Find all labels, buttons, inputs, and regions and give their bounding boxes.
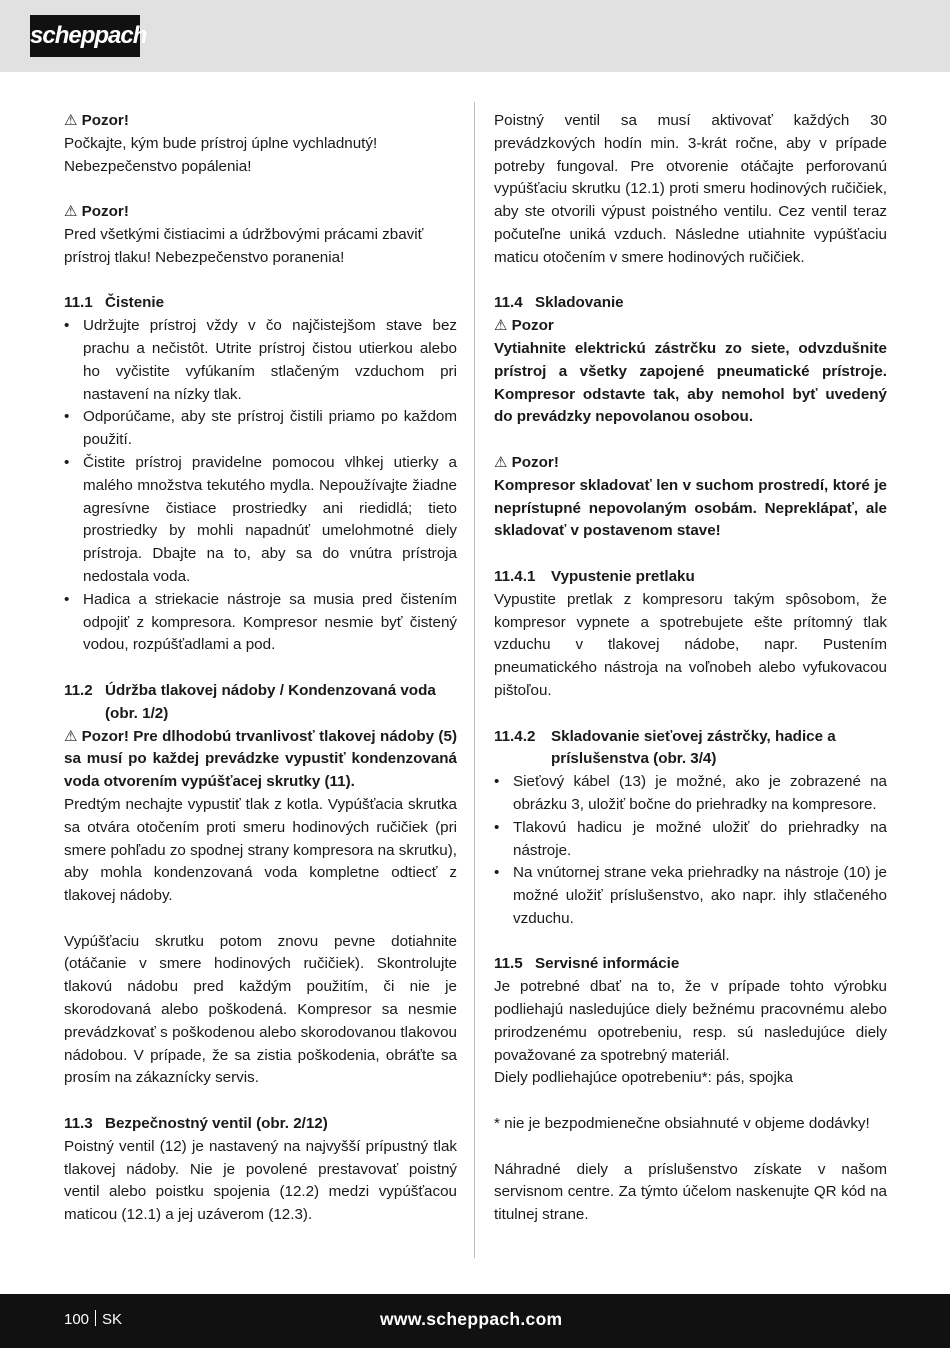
- warning-triangle-icon: ⚠: [64, 727, 78, 745]
- warning-heading: ⚠ Pozor!: [64, 201, 457, 224]
- language-code: SK: [102, 1311, 123, 1328]
- warning-triangle-icon: ⚠: [494, 453, 508, 471]
- warning-text-bold: Kompresor skladovať len v suchom prostredí, ktoré je neprístupné nepovolaným osobám. Nepreklápať, ale skladovať v postavenom stave!: [494, 476, 887, 540]
- paragraph: Poistný ventil (12) je nastavený na najvyšší prípustný tlak tlakovej nádoby. Nie je povolené prestavovať poistný ventil alebo poistku spojenia (12.2) medzi vypúšťacou maticou (12.1) a jej uzáverom (12.3).: [64, 1137, 457, 1224]
- section-heading-cleaning: 11.1 Čistenie: [64, 294, 165, 312]
- page-footer: [0, 1294, 950, 1348]
- warning-triangle-icon: ⚠: [64, 112, 78, 129]
- left-column: [64, 110, 457, 1227]
- paragraph: Poistný ventil sa musí aktivovať každých 30 prevádzkových hodín min. 3-krát ročne, aby v prípade potreby fungoval. Pre otvorenie otáčajte perforovanú vypúšťaciu skrutku (12.1) proti smeru hodinových ručičiek, aby ste otvorili výpust poistného ventilu. Cez ventil teraz počuteľne uniká vzduch. Následne utiahnite vypúšťaciu maticu otočením v smere hodinových ručičiek.: [494, 112, 887, 266]
- warning-triangle-icon: ⚠: [494, 317, 508, 335]
- website-link[interactable]: www.scheppach.com: [380, 1309, 563, 1329]
- right-column: [494, 110, 887, 1227]
- column-divider: [474, 102, 475, 1258]
- paragraph: Vypúšťaciu skrutku potom znovu pevne dotiahnite (otáčanie v smere hodinových ručičiek). Skontrolujte tlakovú nádobu pred každým použitím, či nie je skorodovaná alebo poškodená. Kompresor sa nesmie prevádzkovať s poškodenou alebo skorodovanou tlakovou nádobou. V prípade, že sa zistia poškodenia, obráťte sa prosím na zákaznícky servis.: [64, 932, 457, 1087]
- warning-triangle-icon: ⚠: [64, 203, 78, 221]
- separator: [95, 1310, 96, 1326]
- section-heading-safety-valve: 11.3 Bezpečnostný ventil (obr. 2/12): [64, 1115, 328, 1133]
- list-item: • Na vnútornej strane veka priehradky na nástroje (10) je možné uložiť príslušenstvo, ako napr. ihly stlačeného vzduchu.: [494, 862, 887, 930]
- paragraph: Vypustite pretlak z kompresoru takým spôsobom, že kompresor vypnete a spotrebujete ešte prítomný tlak vzduchu v tlakovej nádobe, napr. Pustením pneumatického nástroja na voľnobeh alebo vyfukovacou pištoľou.: [494, 590, 887, 699]
- warning-text: Počkajte, kým bude prístroj úplne vychladnutý! Nebezpečenstvo popálenia!: [64, 134, 378, 175]
- paragraph: Náhradné diely a príslušenstvo získate v našom servisnom centre. Za týmto účelom naskenujte QR kód na titulnej strane.: [494, 1160, 887, 1224]
- header-band: [0, 0, 950, 72]
- section-heading-plug-storage: 11.4.2 Skladovanie sieťovej zástrčky, hadice a príslušenstva (obr. 3/4): [494, 727, 836, 768]
- section-heading-service-info: 11.5 Servisné informácie: [494, 955, 680, 973]
- list-item: • Hadica a striekacie nástroje sa musia pred čistením odpojiť z kompresora. Kompresor nesmie byť čistený vodou, rozpúšťadlami a pod.: [64, 589, 457, 657]
- warning-text-bold: Vytiahnite elektrickú zástrčku zo siete, odvzdušnite prístroj a všetky zapojené pneumatické prístroje. Kompresor odstavte tak, aby nemohol byť uvedený do prevádzky nepovolanou osobou.: [494, 339, 887, 426]
- list-item: • Udržujte prístroj vždy v čo najčistejšom stave bez prachu a nečistôt. Utrite prístroj čistou utierkou alebo ho vyčistite vyfúkaním stlačeným vzduchom pri nastavení na nízky tlak.: [64, 315, 457, 406]
- list-item: • Sieťový kábel (13) je možné, ako je zobrazené na obrázku 3, uložiť bočne do priehradky na kompresore.: [494, 771, 887, 817]
- page-number: 100: [64, 1311, 90, 1328]
- section-heading-storage: 11.4 Skladovanie: [494, 294, 624, 312]
- cleaning-list: [64, 315, 457, 657]
- section-heading-pressure-release: 11.4.1 Vypustenie pretlaku: [494, 567, 695, 585]
- paragraph: Predtým nechajte vypustiť tlak z kotla. Vypúšťacia skrutka sa otvára otočením proti smeru hodinových ručičiek (pri smere pohľadu zo spodnej strany kompresora na skrutku), aby mohla kondenzovaná voda kompletne odtiecť z tlakovej nádoby.: [64, 795, 457, 905]
- warning-heading: ⚠ Pozor: [494, 315, 887, 338]
- section-heading-tank-maintenance: 11.2 Údržba tlakovej nádoby / Kondenzovaná voda (obr. 1/2): [64, 681, 436, 722]
- warning-text-bold: ⚠ Pozor! Pre dlhodobú trvanlivosť tlakovej nádoby (5) sa musí po každej prevádzke vypustiť kondenzovaná voda otvorením vypúšťacej skrutky (11).: [64, 727, 457, 791]
- brand-logo: scheppach: [30, 15, 140, 57]
- wear-parts-line: Diely podliehajúce opotrebeniu*: pás, spojka: [494, 1069, 793, 1087]
- storage-list: [494, 771, 887, 931]
- list-item: • Tlakovú hadicu je možné uložiť do priehradky na nástroje.: [494, 817, 887, 863]
- list-item: • Odporúčame, aby ste prístroj čistili priamo po každom použití.: [64, 406, 457, 452]
- warning-heading: ⚠ Pozor!: [494, 452, 887, 475]
- page-indicator: [64, 1309, 122, 1331]
- warning-text: Pred všetkými čistiacimi a údržbovými prácami zbaviť prístroj tlaku! Nebezpečenstvo poranenia!: [64, 225, 424, 266]
- footnote: * nie je bezpodmienečne obsiahnuté v objeme dodávky!: [494, 1115, 870, 1133]
- paragraph: Je potrebné dbať na to, že v prípade tohto výrobku podliehajú nasledujúce diely bežnému pracovnému alebo prirodzenému opotrebeniu, resp. sú nasledujúce diely považované za spotrebný materiál.: [494, 978, 887, 1064]
- warning-heading: ⚠ Pozor!: [64, 110, 457, 133]
- list-item: • Čistite prístroj pravidelne pomocou vlhkej utierky a malého množstva tekutého mydla. Nepoužívajte žiadne agresívne čistiace prostriedky ani riedidlá; tieto prostriedky by mohli napadnúť umelohmotné diely prístroja. Dbajte na to, aby sa do vnútra prístroja nedostala voda.: [64, 452, 457, 589]
